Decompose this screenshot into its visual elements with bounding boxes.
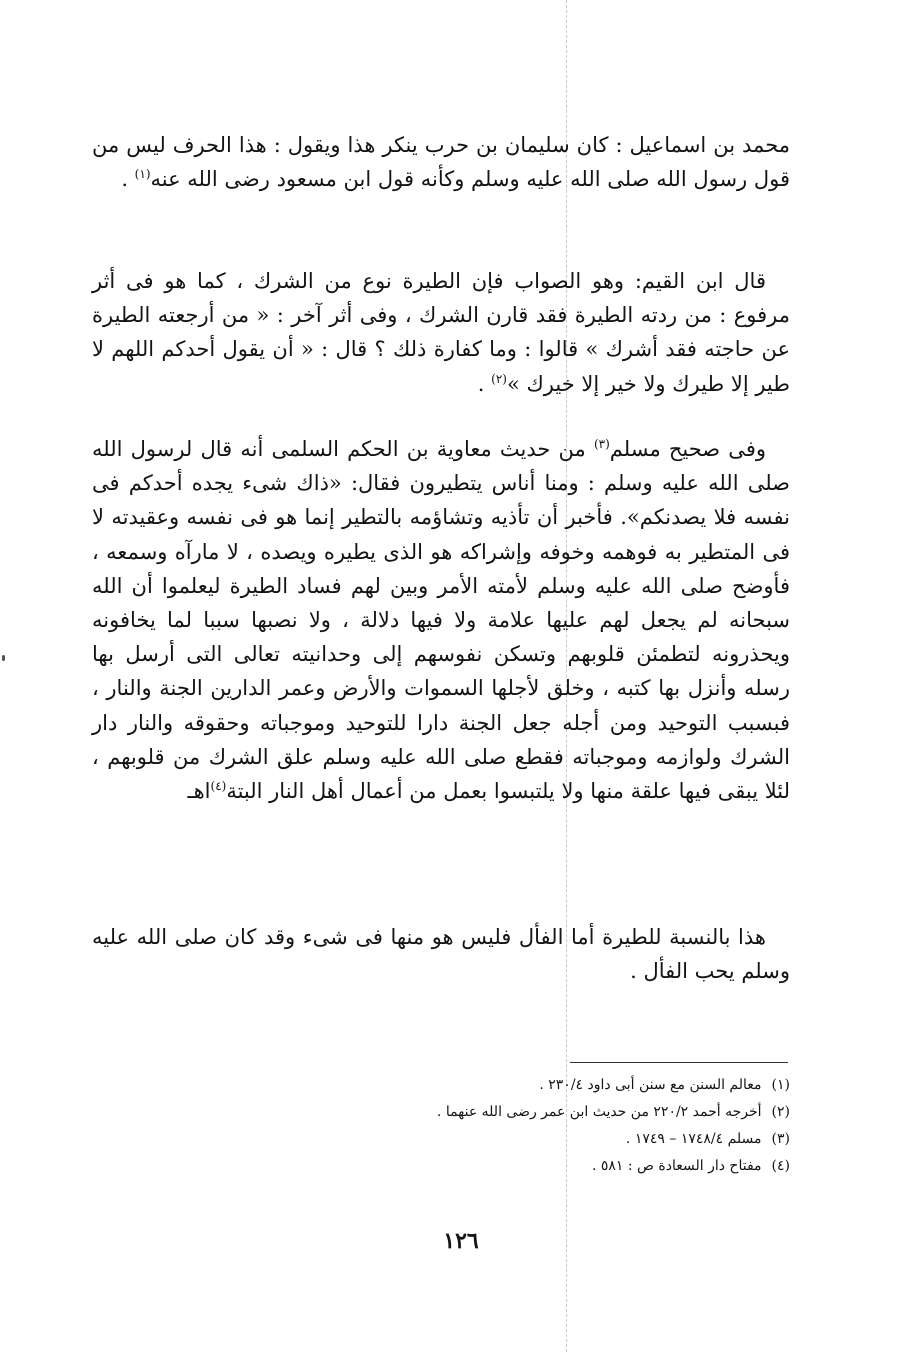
footnote-4 [300, 1153, 790, 1180]
paragraph-1-tail: . [121, 167, 135, 192]
footnote-1-text: معالم السنن مع سنن أبى داود ٢٣٠/٤ . [539, 1077, 762, 1093]
footnote-1-number: (١) [771, 1077, 790, 1093]
footnote-separator [570, 1062, 788, 1063]
main-text [92, 128, 790, 990]
footnote-1 [300, 1072, 790, 1099]
footnote-ref-2[interactable]: (٢) [491, 371, 507, 386]
paragraph-3-text-a: وفى صحيح مسلم [609, 437, 766, 461]
footnote-ref-1[interactable]: (١) [134, 167, 151, 182]
footnote-ref-4[interactable]: (٤) [210, 779, 227, 794]
footnote-3 [300, 1126, 790, 1153]
footnote-3-number: (٣) [771, 1131, 790, 1147]
paragraph-3-text-b: من حديث معاوية بن الحكم السلمى أنه قال لرسول الله صلى الله عليه وسلم : ومنا أناس يتطيرون فقال: «ذاك شىء يجده أحدكم فى نفسه فلا يصدنكم». فأخبر أن تأذيه وتشاؤمه بالتطير إنما هو فى نفسه وعقيدته لا فى المتطير به فوهمه وخوفه وإشراكه هو الذى يطيره ويصده ، لا مارآه وسمعه ، فأوضح صلى الله عليه وسلم لأمته الأمر وبين لهم فساد الطيرة ليعلموا أن الله سبحانه لم يجعل لهم عليها علامة ولا فيها دلالة ، ولا نصبها سببا لما يخافونه ويحذرونه لتطمئن قلوبهم وتسكن نفوسهم إلى وحدانيته تعالى التى أرسل بها رسله وأنزل بها كتبه ، وخلق لأجلها السموات والأرض وعمر الدارين الجنة والنار ، فبسبب التوحيد ومن أجله جعل الجنة دارا للتوحيد وموجباته وحقوقه والنار دار الشرك ولوازمه وموجباته فقطع صلى الله عليه وسلم علق الشرك من قلوبهم ، لئلا يبقى فيها علقة منها ولا يلتبسوا بعمل من أعمال أهل النار البتة [92, 437, 790, 804]
footnote-4-number: (٤) [771, 1158, 790, 1174]
paragraph-3-tail: اهـ [187, 779, 211, 804]
paragraph-1-text: محمد بن اسماعيل : كان سليمان بن حرب ينكر هذا ويقول : هذا الحرف ليس من قول رسول الله صلى الله عليه وسلم وكأنه قول ابن مسعود رضى الله عنه [92, 133, 790, 192]
paragraph-3 [92, 432, 790, 908]
paragraph-2 [92, 264, 790, 402]
page-number: ١٢٦ [443, 1228, 479, 1254]
footnote-2-number: (٢) [771, 1104, 790, 1120]
paragraph-2-text: قال ابن القيم: وهو الصواب فإن الطيرة نوع من الشرك ، كما هو فى أثر مرفوع : من ردته الطيرة فقد قارن الشرك ، وفى أثر آخر : « من أرجعته الطيرة عن حاجته فقد أشرك » قالوا : وما كفارة ذلك ؟ قال : « أن يقول أحدكم اللهم لا طير إلا طيرك ولا خير إلا خيرك » [92, 269, 790, 396]
paragraph-4 [92, 920, 790, 990]
footnote-ref-3[interactable]: (٣) [593, 437, 610, 451]
paragraph-4-text: هذا بالنسبة للطيرة أما الفأل فليس هو منها فى شىء وقد كان صلى الله عليه وسلم يحب الفأل . [92, 925, 790, 984]
footnote-3-text: مسلم ١٧٤٨/٤ – ١٧٤٩ . [625, 1131, 762, 1147]
footnote-2-text: أخرجه أحمد ٢٢٠/٢ من حديث ابن عمر رضى الله عنهما . [436, 1104, 762, 1120]
footnote-4-text: مفتاح دار السعادة ص : ٥٨١ . [591, 1158, 762, 1174]
scan-speck [2, 655, 5, 661]
footnotes [300, 1072, 790, 1180]
footnote-2 [300, 1099, 790, 1126]
paragraph-2-tail: . [477, 371, 492, 396]
paragraph-1 [92, 128, 790, 236]
